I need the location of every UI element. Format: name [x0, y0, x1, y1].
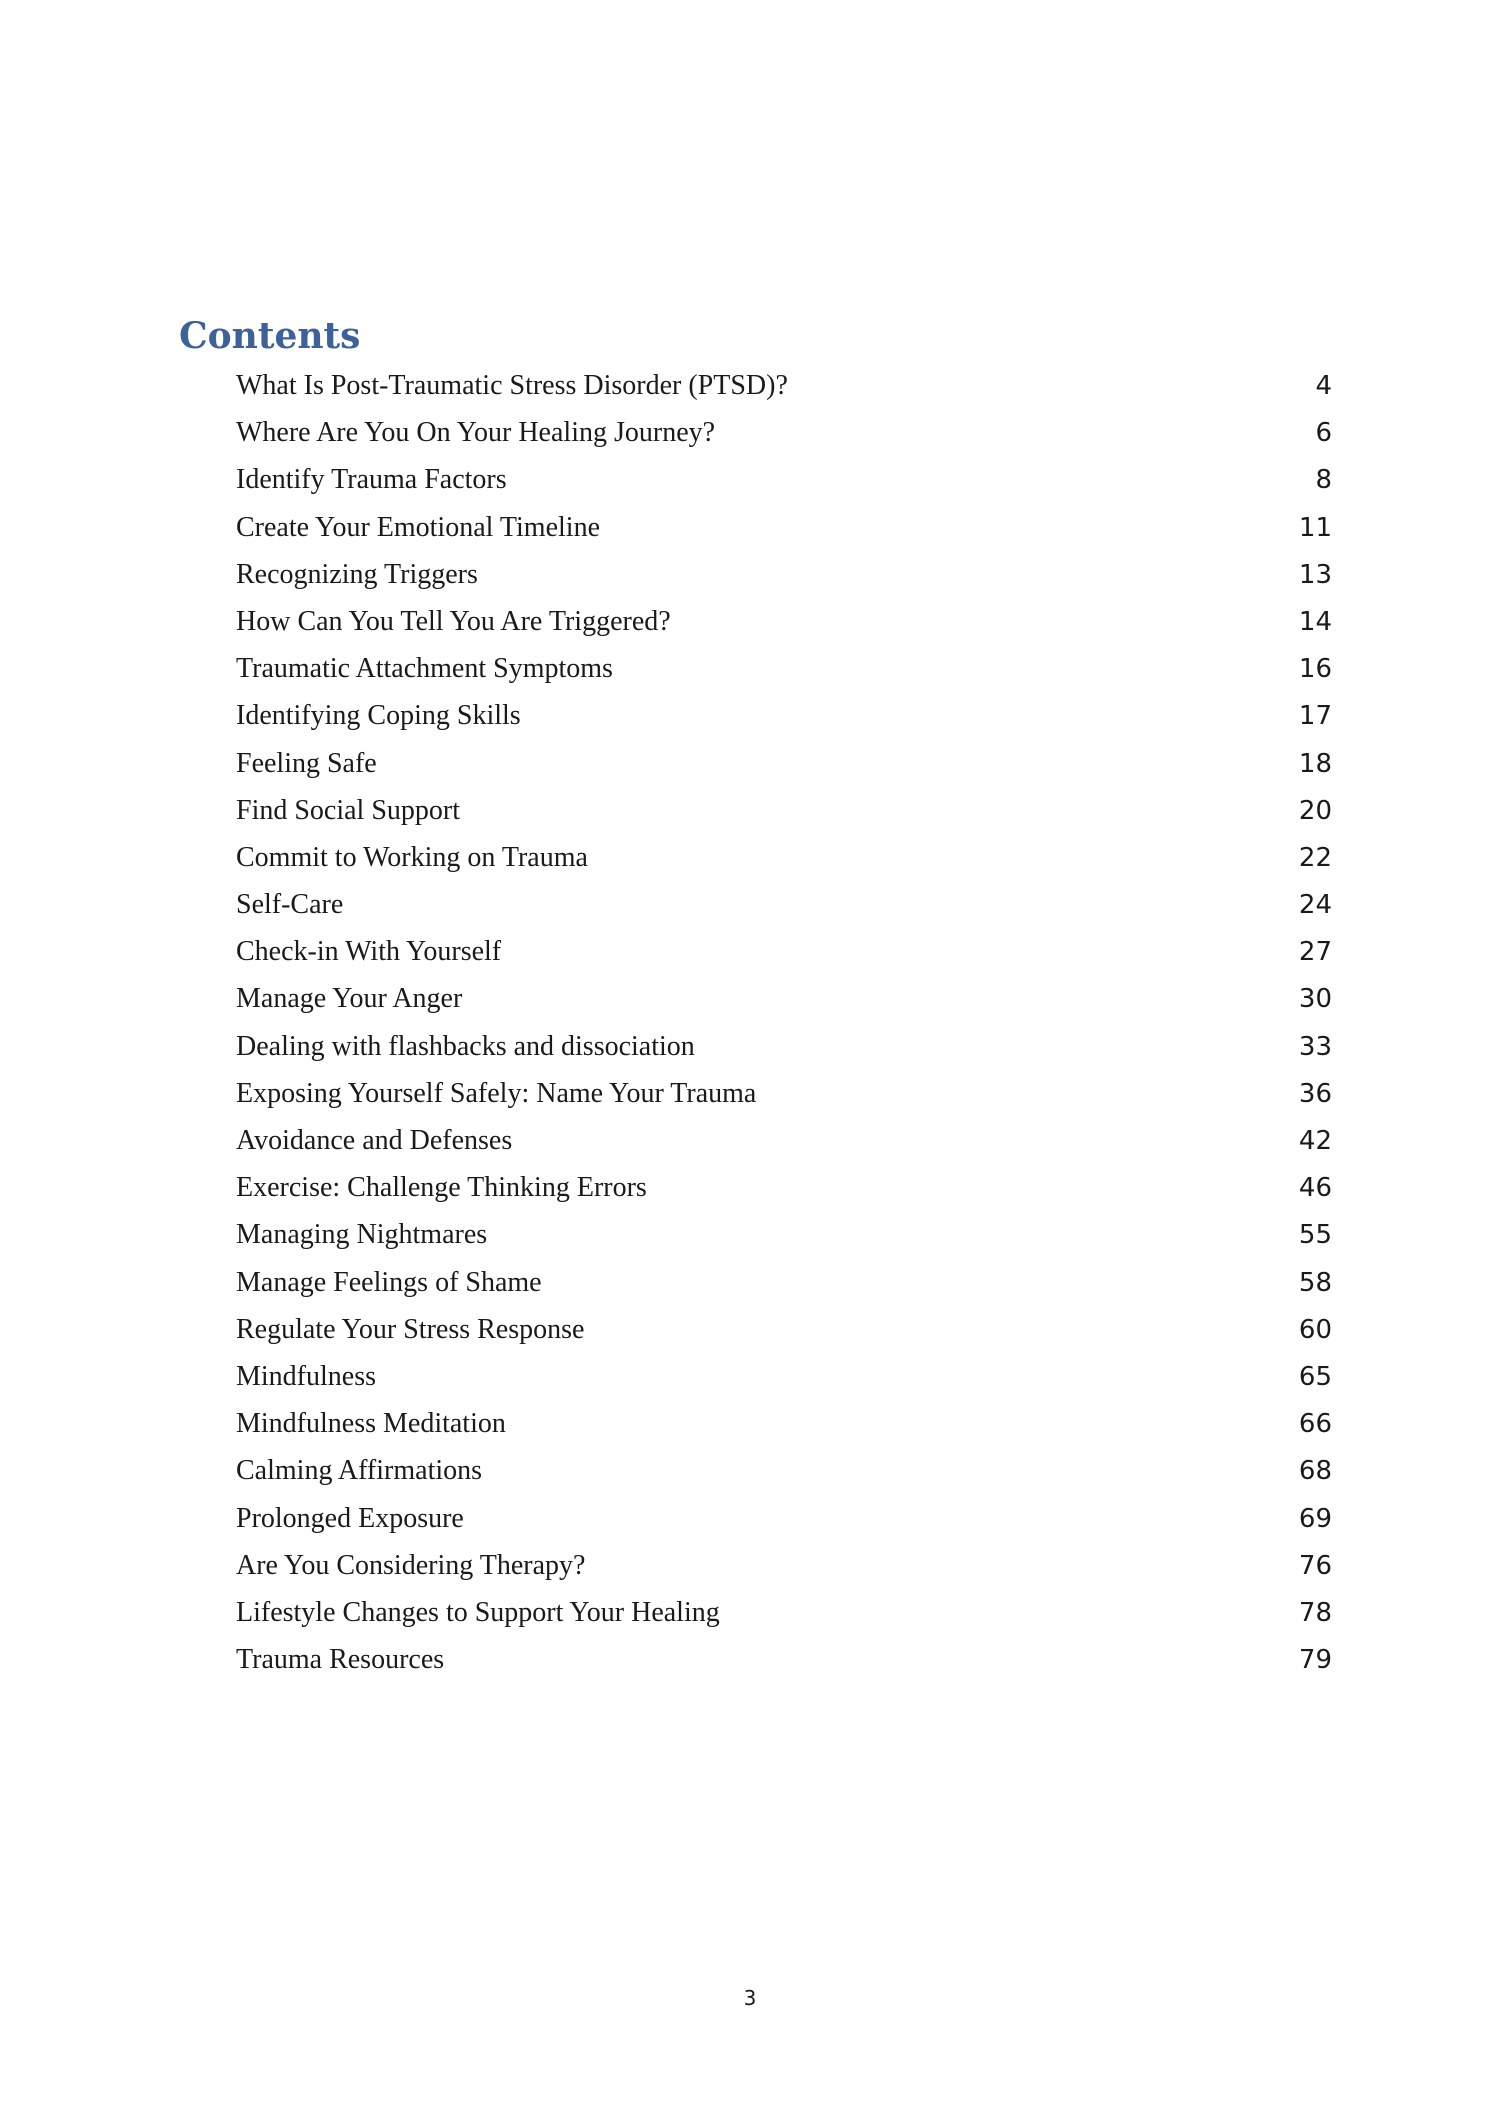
toc-entry-page-number[interactable]: 65 — [1298, 1361, 1332, 1392]
toc-entry-title[interactable]: Commit to Working on Trauma — [236, 841, 588, 873]
toc-entry-title[interactable]: Feeling Safe — [236, 747, 377, 779]
toc-entry-title[interactable]: Manage Feelings of Shame — [236, 1266, 542, 1298]
toc-entry[interactable] — [236, 645, 1332, 692]
toc-entry[interactable] — [236, 1164, 1332, 1211]
toc-entry-page-number[interactable]: 30 — [1298, 984, 1332, 1015]
toc-entry-title[interactable]: Lifestyle Changes to Support Your Healing — [236, 1596, 720, 1628]
toc-entry-title[interactable]: Self-Care — [236, 889, 344, 921]
toc-entry-page-number[interactable]: 13 — [1298, 559, 1332, 590]
toc-entry-title[interactable]: Find Social Support — [236, 794, 461, 826]
toc-entry-title[interactable]: Dealing with flashbacks and dissociation — [236, 1030, 695, 1062]
toc-entry[interactable] — [236, 834, 1332, 881]
toc-entry[interactable] — [236, 1400, 1332, 1447]
toc-entry-page-number[interactable]: 22 — [1298, 842, 1332, 873]
toc-entry-page-number[interactable]: 36 — [1298, 1078, 1332, 1109]
toc-entry[interactable] — [236, 1495, 1332, 1542]
toc-entry-page-number[interactable]: 55 — [1298, 1220, 1332, 1251]
toc-entry[interactable] — [236, 928, 1332, 975]
toc-entry-page-number[interactable]: 58 — [1298, 1267, 1332, 1298]
page-number: 3 — [743, 1986, 757, 2010]
toc-entry[interactable] — [236, 551, 1332, 598]
toc-entry-page-number[interactable]: 16 — [1298, 654, 1332, 685]
toc-entry[interactable] — [236, 1259, 1332, 1306]
toc-entry[interactable] — [236, 1023, 1332, 1070]
toc-entry[interactable] — [236, 1306, 1332, 1353]
toc-entry[interactable] — [236, 504, 1332, 551]
toc-entry-page-number[interactable]: 46 — [1298, 1173, 1332, 1204]
toc-entry-page-number[interactable]: 69 — [1298, 1503, 1332, 1534]
toc-entry[interactable] — [236, 362, 1332, 409]
toc-entry-page-number[interactable]: 17 — [1298, 701, 1332, 732]
toc-entry-title[interactable]: Regulate Your Stress Response — [236, 1313, 585, 1345]
toc-entry-title[interactable]: Manage Your Anger — [236, 983, 463, 1015]
toc-entry[interactable] — [236, 692, 1332, 739]
toc-entry-title[interactable]: Traumatic Attachment Symptoms — [236, 653, 613, 685]
toc-entry-page-number[interactable]: 76 — [1298, 1550, 1332, 1581]
toc-entry-title[interactable]: Identifying Coping Skills — [236, 700, 521, 732]
toc-entry-page-number[interactable]: 68 — [1298, 1456, 1332, 1487]
toc-entry-page-number[interactable]: 18 — [1298, 748, 1332, 779]
toc-entry-page-number[interactable]: 33 — [1298, 1031, 1332, 1062]
toc-entry-page-number[interactable]: 6 — [1315, 418, 1332, 449]
toc-entry[interactable] — [236, 787, 1332, 834]
toc-entry-title[interactable]: Trauma Resources — [236, 1644, 445, 1676]
toc-entry-title[interactable]: Mindfulness Meditation — [236, 1408, 506, 1440]
toc-entry[interactable] — [236, 881, 1332, 928]
toc-entry-page-number[interactable]: 20 — [1298, 795, 1332, 826]
toc-entry[interactable] — [236, 975, 1332, 1022]
toc-entry-title[interactable]: Check-in With Yourself — [236, 936, 502, 968]
toc-entry-page-number[interactable]: 66 — [1298, 1409, 1332, 1440]
toc-entry-title[interactable]: Exposing Yourself Safely: Name Your Trauma — [236, 1077, 757, 1109]
toc-entry[interactable] — [236, 456, 1332, 503]
toc-entry[interactable] — [236, 1447, 1332, 1494]
toc-entry-page-number[interactable]: 60 — [1298, 1314, 1332, 1345]
toc-entry-title[interactable]: Create Your Emotional Timeline — [236, 511, 600, 543]
toc-entry[interactable] — [236, 1070, 1332, 1117]
toc-entry[interactable] — [236, 1117, 1332, 1164]
toc-entry-page-number[interactable]: 27 — [1298, 937, 1332, 968]
toc-entry-title[interactable]: What Is Post-Traumatic Stress Disorder (PTSD)? — [236, 370, 788, 401]
toc-entry-title[interactable]: How Can You Tell You Are Triggered? — [236, 605, 671, 637]
toc-entry-title[interactable]: Prolonged Exposure — [236, 1502, 464, 1534]
toc-entry-page-number[interactable]: 14 — [1298, 606, 1332, 637]
toc-entry-title[interactable]: Identify Trauma Factors — [236, 464, 507, 496]
toc-entry[interactable] — [236, 1353, 1332, 1400]
toc-heading: Contents — [179, 315, 361, 357]
toc-entry[interactable] — [236, 409, 1332, 456]
toc-entry-page-number[interactable]: 4 — [1315, 371, 1332, 401]
toc-entry-page-number[interactable]: 11 — [1298, 512, 1332, 543]
toc-entry-page-number[interactable]: 42 — [1298, 1126, 1332, 1156]
toc-entry-page-number[interactable]: 78 — [1298, 1597, 1332, 1628]
toc-entry-title[interactable]: Recognizing Triggers — [236, 558, 478, 590]
toc-entry-title[interactable]: Calming Affirmations — [236, 1455, 483, 1487]
toc-entry-title[interactable]: Exercise: Challenge Thinking Errors — [236, 1172, 647, 1204]
toc-entry[interactable] — [236, 740, 1332, 787]
toc-list — [236, 362, 1332, 1683]
toc-entry-title[interactable]: Are You Considering Therapy? — [236, 1549, 586, 1581]
toc-entry-title[interactable]: Where Are You On Your Healing Journey? — [236, 417, 716, 449]
toc-entry-title[interactable]: Avoidance and Defenses — [236, 1125, 513, 1156]
toc-entry[interactable] — [236, 1636, 1332, 1683]
toc-entry[interactable] — [236, 1542, 1332, 1589]
toc-entry-page-number[interactable]: 24 — [1298, 890, 1332, 921]
toc-entry[interactable] — [236, 598, 1332, 645]
toc-entry[interactable] — [236, 1211, 1332, 1258]
toc-entry-page-number[interactable]: 8 — [1315, 465, 1332, 496]
toc-entry-title[interactable]: Managing Nightmares — [236, 1219, 488, 1251]
toc-entry-title[interactable]: Mindfulness — [236, 1360, 376, 1392]
toc-entry[interactable] — [236, 1589, 1332, 1636]
toc-entry-page-number[interactable]: 79 — [1298, 1645, 1332, 1676]
